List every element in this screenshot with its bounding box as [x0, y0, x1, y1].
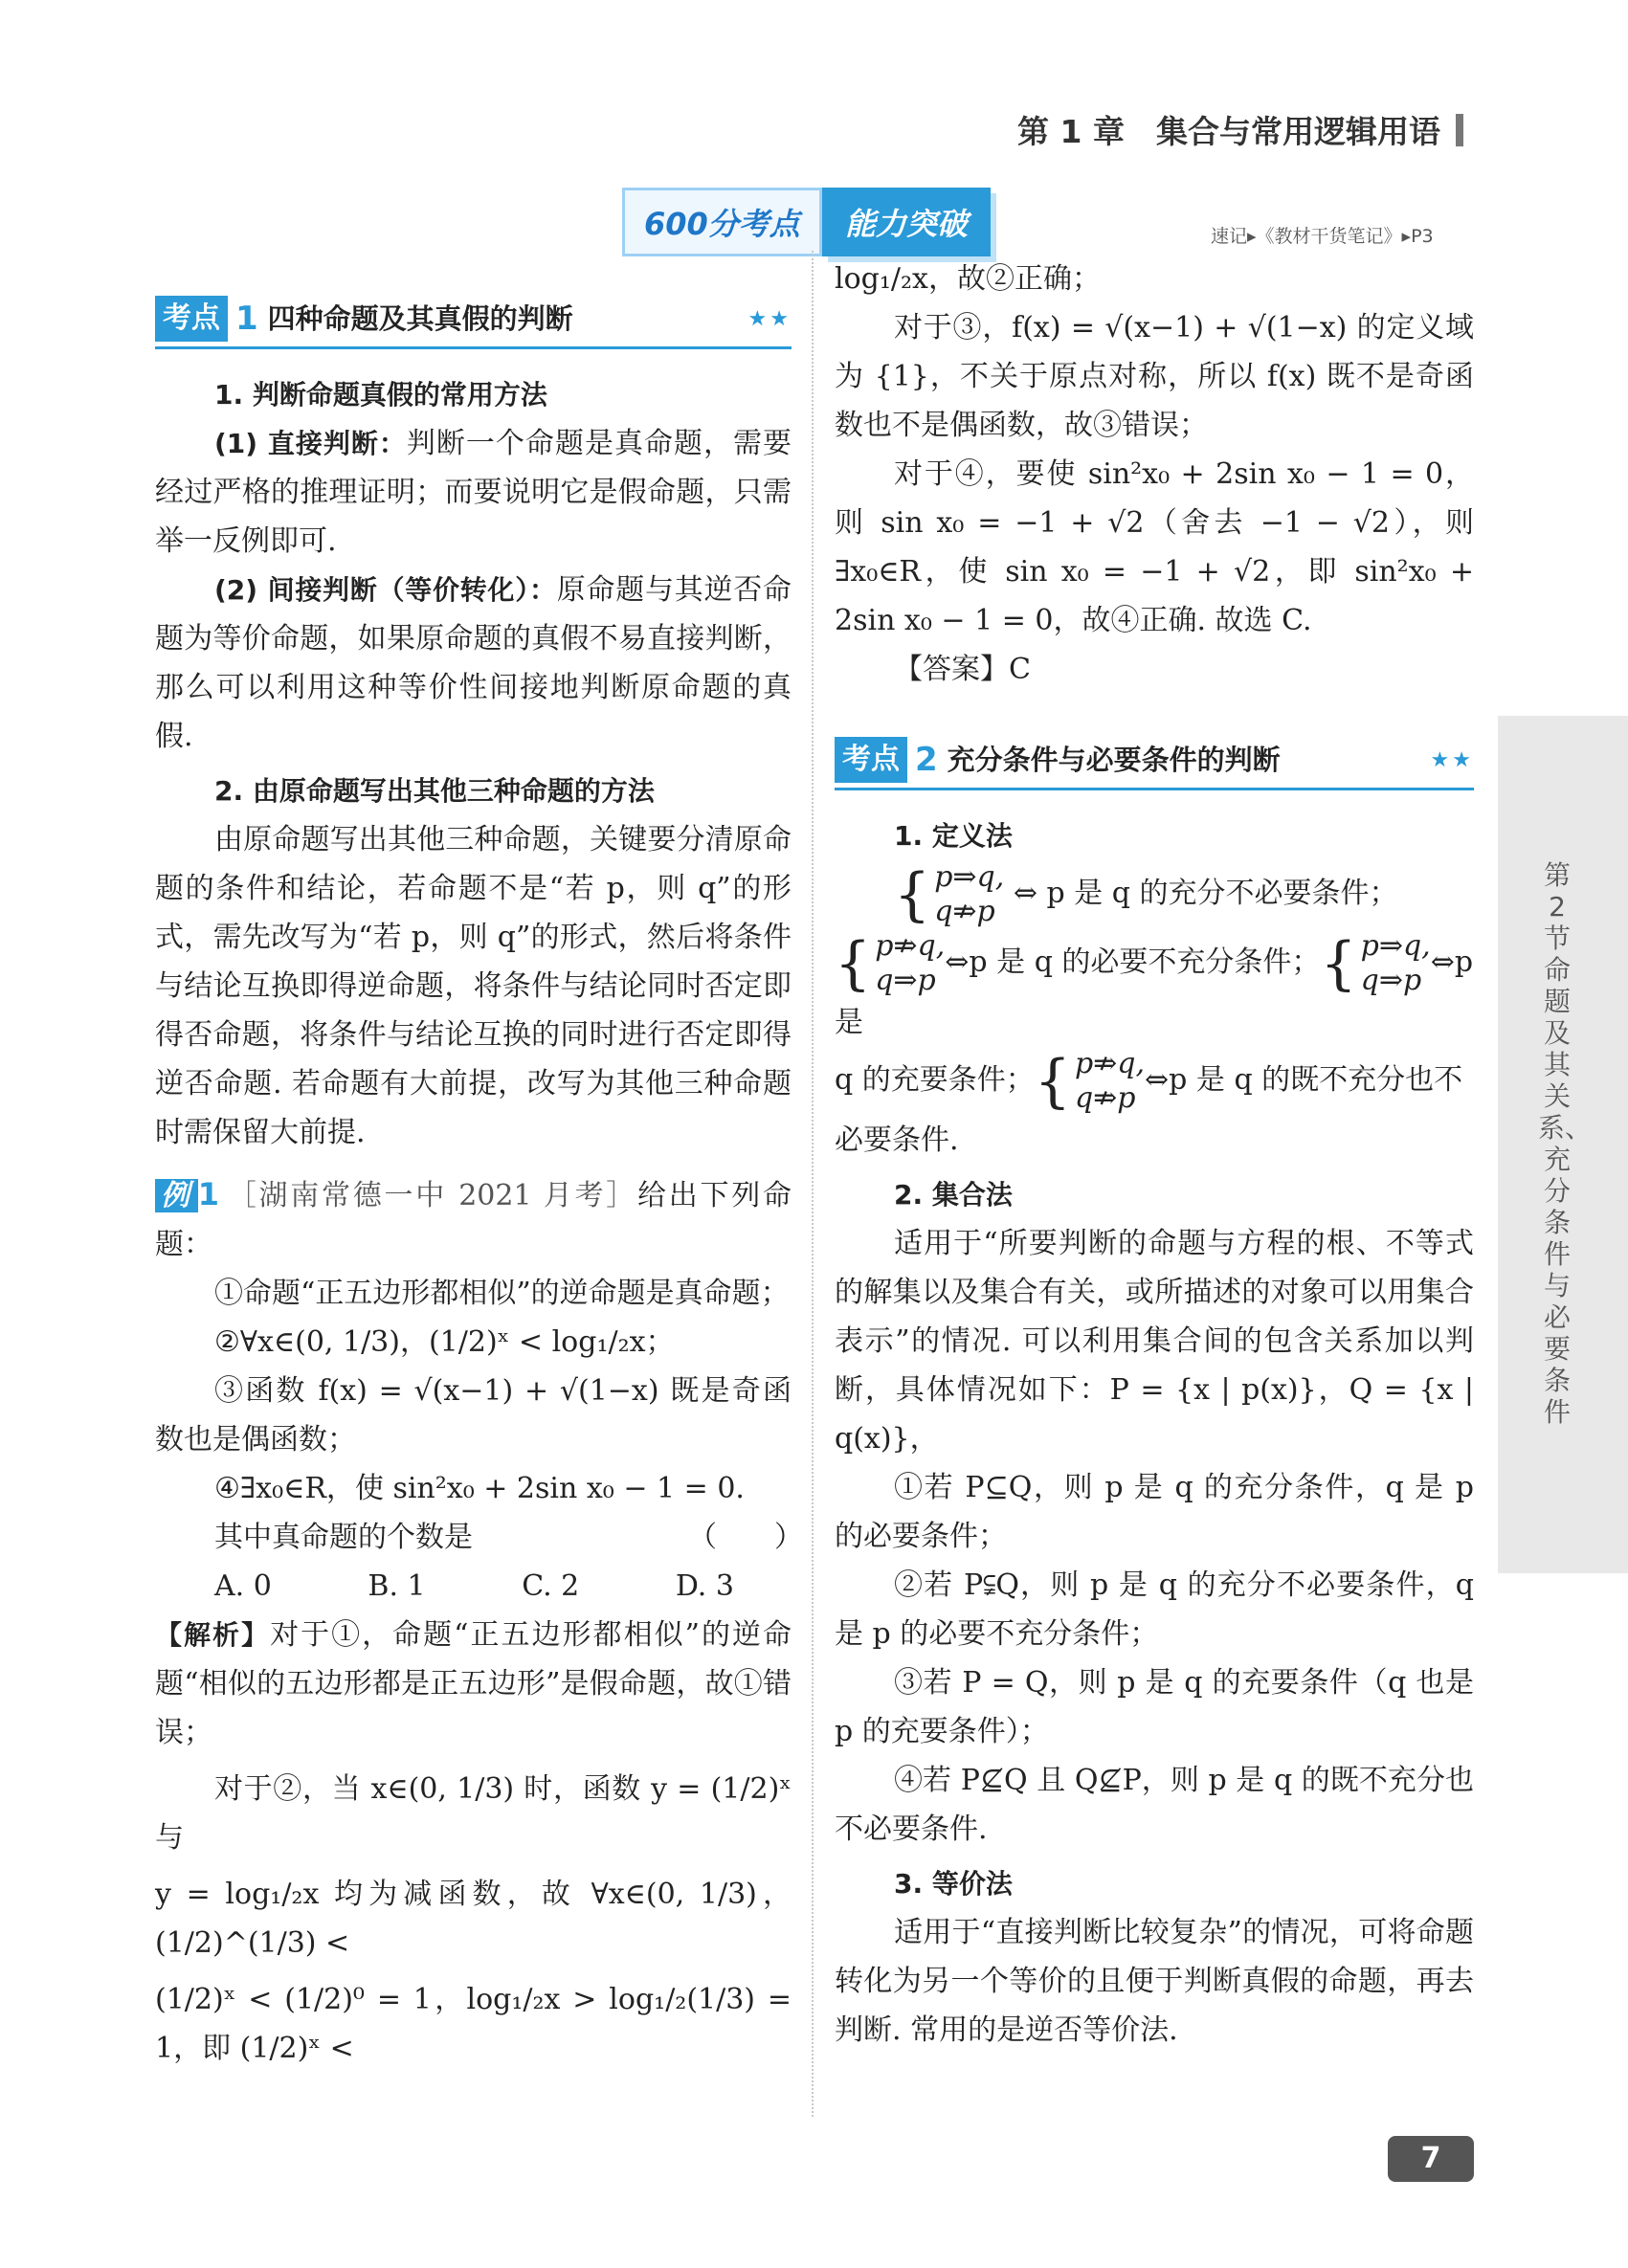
star-rating-icon: ★★	[1430, 747, 1474, 772]
paragraph: ②若 P⫋Q，则 p 是 q 的充分不必要条件，q 是 p 的必要不充分条件；	[835, 1568, 1474, 1651]
paragraph: (1) 直接判断：判断一个命题是真命题，需要经过严格的推理证明；而要说明它是假命题，只需举一反例即可.	[155, 427, 792, 558]
paragraph: ④若 P⊈Q 且 Q⊈P，则 p 是 q 的既不充分也不必要条件.	[835, 1764, 1474, 1846]
section-tag: 考点	[155, 296, 228, 342]
banner-score: 600分考点	[622, 188, 822, 256]
right-column	[835, 255, 1474, 2055]
subheading: 1. 定义法	[894, 820, 1013, 852]
section-heading-1	[155, 291, 792, 349]
definition-line-2: { p⇏q, q⇒p⇔p 是 q 的必要不充分条件；{ p⇒q, q⇒p⇔p 是	[835, 929, 1474, 1039]
list-item: ①命题“正五边形都相似”的逆命题是真命题；	[214, 1277, 790, 1310]
answer-options	[155, 1562, 792, 1611]
section-tag: 考点	[835, 737, 907, 783]
definition-line-3: q 的充要条件；{ p⇏q, q⇏p⇔p 是 q 的既不充分也不必要条件.	[835, 1047, 1463, 1157]
section-banner	[622, 188, 991, 256]
solution-line: log₁/₂x，故②正确；	[835, 262, 1101, 296]
side-tab	[1498, 716, 1628, 1573]
solution-line: y = log₁/₂x 均为减函数，故 ∀x∈(0, 1/3)，(1/2)^(1/3) <	[155, 1878, 792, 1960]
section-number: 1	[235, 299, 258, 338]
paragraph: 适用于“直接判断比较复杂”的情况，可将命题转化为另一个等价的且便于判断真假的命题，再去判断. 常用的是逆否等价法.	[835, 1916, 1474, 2047]
section-heading-2	[835, 732, 1474, 790]
chapter-bar	[1456, 114, 1463, 146]
option: D. 3	[675, 1569, 734, 1603]
left-column	[155, 255, 803, 2073]
section-number: 2	[915, 740, 938, 779]
definition-line-1: { p⇒q, q⇏p ⇔ p 是 q 的充分不必要条件；	[894, 860, 1398, 928]
list-item: ③函数 f(x) = √(x−1) + √(1−x) 既是奇函数也是偶函数；	[155, 1374, 792, 1456]
chapter-header	[1017, 107, 1463, 152]
section-title: 充分条件与必要条件的判断	[947, 743, 1281, 776]
solution-line: (1/2)ˣ < (1/2)⁰ = 1，log₁/₂x > log₁/₂(1/3) = 1，即 (1/2)ˣ <	[155, 1983, 792, 2065]
paragraph: (2) 间接判断（等价转化）：原命题与其逆否命题为等价命题，如果原命题的真假不易直接判断，那么可以利用这种等价性间接地判断原命题的真假.	[155, 573, 792, 753]
option: C. 2	[522, 1569, 580, 1603]
chapter-title: 第 1 章 集合与常用逻辑用语	[1017, 113, 1440, 150]
banner-title: 能力突破	[822, 188, 991, 256]
option: B. 1	[368, 1569, 426, 1603]
paragraph: 由原命题写出其他三种命题，关键要分清原命题的条件和结论，若命题不是“若 p，则 q”的形式，需先改写为“若 p，则 q”的形式，然后将条件与结论互换即得逆命题，将条件与结论同时否定即得否命题，将条件与结论互换的同时进行否定即得逆否命题. 若命题有大前提，改写为其他三种命题时需保留大前提.	[155, 823, 792, 1149]
solution: 【解析】对于①，命题“正五边形都相似”的逆命题“相似的五边形都是正五边形”是假命题，故①错误；	[155, 1618, 792, 1749]
subheading: 1. 判断命题真假的常用方法	[214, 379, 547, 411]
question: 其中真命题的个数是 （ ）	[214, 1521, 803, 1554]
example-number: 1	[197, 1176, 220, 1212]
option: A. 0	[214, 1569, 272, 1603]
paragraph: ③若 P = Q，则 p 是 q 的充要条件（q 也是 p 的充要条件）；	[835, 1666, 1474, 1748]
paragraph: ①若 P⊆Q，则 p 是 q 的充分条件，q 是 p 的必要条件；	[835, 1471, 1474, 1553]
list-item: ②∀x∈(0, 1/3)，(1/2)ˣ < log₁/₂x；	[214, 1325, 675, 1359]
solution-line: 对于④，要使 sin²x₀ + 2sin x₀ − 1 = 0，则 sin x₀ = −1 + √2（舍去 −1 − √2），则 ∃x₀∈R，使 sin x₀ = −1 + √2，即 sin²x₀ + 2sin x₀ − 1 = 0，故④正确. 故选 C.	[835, 457, 1474, 637]
page-number: 7	[1388, 2136, 1474, 2182]
section-title: 四种命题及其真假的判断	[267, 301, 573, 335]
subheading: 2. 由原命题写出其他三种命题的方法	[214, 775, 655, 807]
column-divider	[812, 251, 814, 2117]
subheading: 3. 等价法	[894, 1868, 1013, 1900]
list-item: ④∃x₀∈R，使 sin²x₀ + 2sin x₀ − 1 = 0.	[214, 1472, 745, 1505]
solution-line: 对于②，当 x∈(0, 1/3) 时，函数 y = (1/2)ˣ 与	[155, 1772, 792, 1855]
paragraph: 适用于“所要判断的命题与方程的根、不等式的解集以及集合有关，或所描述的对象可以用集合表示”的情况. 可以利用集合间的包含关系加以判断，具体情况如下：P = {x | p(x)}，Q = {x | q(x)}，	[835, 1227, 1474, 1456]
side-tab-label: 第2节 命题及其关系、充分条件与必要条件	[1538, 859, 1598, 1428]
answer: 【答案】C	[894, 653, 1031, 686]
example-source: ［湖南常德一中 2021 月考］	[225, 1179, 638, 1212]
solution-line: 对于③，f(x) = √(x−1) + √(1−x) 的定义域为 {1}，不关于原点对称，所以 f(x) 既不是奇函数也不是偶函数，故③错误；	[835, 311, 1474, 442]
star-rating-icon: ★★	[747, 306, 792, 331]
example-intro: 例 1 ［湖南常德一中 2021 月考］给出下列命题：	[155, 1176, 792, 1261]
quick-note-ref: 速记▸《教材干货笔记》▸P3	[1211, 226, 1434, 247]
example-tag: 例	[155, 1179, 198, 1212]
subheading: 2. 集合法	[894, 1179, 1013, 1211]
